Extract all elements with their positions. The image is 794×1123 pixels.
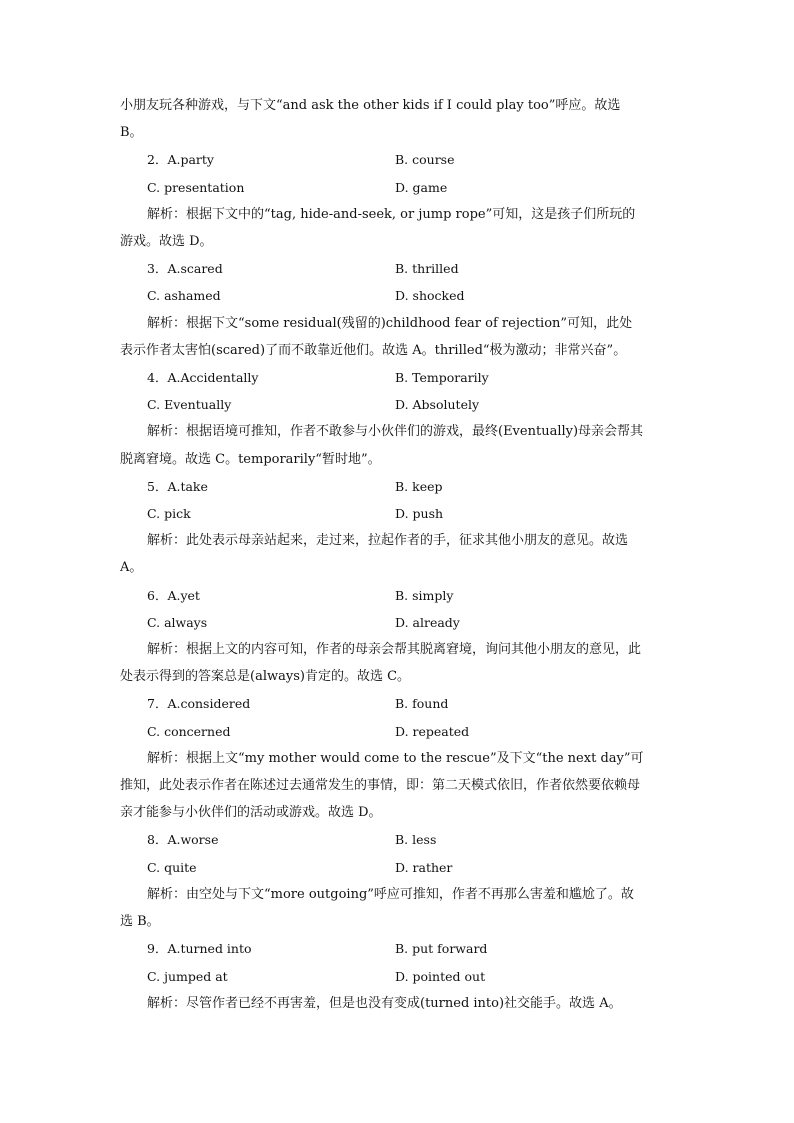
analysis-line: 解析：根据下文中的“tag, hide-and-seek, or jump rope”可知，这是孩子们所玩的 — [147, 206, 636, 222]
analysis-line: 游戏。故选 D。 — [120, 234, 213, 250]
option-d: D. push — [395, 506, 444, 522]
question-number: 9． — [147, 941, 168, 957]
option-c: C. jumped at — [147, 968, 228, 984]
question-options-row — [120, 609, 676, 636]
question-options-row — [120, 935, 676, 962]
analysis-line: 解析：尽管作者已经不再害羞，但是也没有变成(turned into)社交能手。故选 A。 — [147, 995, 622, 1011]
analysis-line: 解析：由空处与下文“more outgoing”呼应可推知，作者不再那么害羞和尴尬了。故 — [147, 886, 634, 902]
option-c: C. ashamed — [147, 288, 221, 304]
option-b: B. Temporarily — [395, 370, 489, 386]
option-b: B. simply — [395, 587, 454, 603]
option-d: D. repeated — [395, 723, 470, 739]
question-number: 5． — [147, 478, 168, 494]
question-options-row — [120, 963, 676, 990]
option-d: D. rather — [395, 859, 453, 875]
intro-line: 小朋友玩各种游戏，与下文“and ask the other kids if I could play too”呼应。故选 — [120, 98, 621, 113]
question-options-row — [120, 282, 676, 309]
option-b: B. course — [395, 152, 455, 168]
option-c: C. quite — [147, 859, 197, 875]
analysis-line: 亲才能参与小伙伴们的活动或游戏。故选 D。 — [120, 805, 382, 821]
option-c: C. concerned — [147, 723, 231, 739]
analysis-line: 表示作者太害怕(scared)了而不敢靠近他们。故选 A。thrilled“极为激动；非常兴奋”。 — [120, 342, 627, 358]
option-b: B. thrilled — [395, 261, 459, 277]
analysis-line: 选 B。 — [120, 914, 160, 930]
option-c: C. pick — [147, 506, 191, 522]
analysis-line: 处表示得到的答案总是(always)肯定的。故选 C。 — [120, 669, 411, 685]
question-options-row — [120, 826, 676, 853]
question-number: 2． — [147, 152, 168, 168]
option-d: D. shocked — [395, 288, 465, 304]
question-options-row — [120, 500, 676, 527]
option-a: A.scared — [167, 261, 223, 277]
option-b: B. put forward — [395, 941, 488, 957]
question-options-row — [120, 255, 676, 282]
analysis-line: 解析：根据语境可推知，作者不敢参与小伙伴们的游戏，最终(Eventually)母亲会帮其 — [147, 424, 644, 440]
question-number: 6． — [147, 587, 168, 603]
question-options-row — [120, 364, 676, 391]
option-d: D. game — [395, 179, 448, 195]
document-page — [120, 92, 676, 1017]
option-a: A.considered — [167, 696, 251, 712]
option-d: D. already — [395, 614, 460, 630]
option-a: A.Accidentally — [167, 370, 259, 386]
question-options-row — [120, 854, 676, 881]
question-options-row — [120, 690, 676, 717]
option-c: C. Eventually — [147, 397, 232, 413]
option-b: B. less — [395, 832, 437, 848]
analysis-line: 脱离窘境。故选 C。temporarily“暂时地”。 — [120, 451, 381, 467]
option-d: D. Absolutely — [395, 397, 480, 413]
analysis-line: 解析：根据上文的内容可知，作者的母亲会帮其脱离窘境，询问其他小朋友的意见，此 — [147, 642, 642, 658]
option-d: D. pointed out — [395, 968, 486, 984]
option-a: A.party — [167, 152, 214, 168]
question-number: 3． — [147, 261, 168, 277]
question-options-row — [120, 146, 676, 173]
option-a: A.worse — [167, 832, 219, 848]
question-options-row — [120, 473, 676, 500]
question-number: 8． — [147, 832, 168, 848]
question-options-row — [120, 718, 676, 745]
analysis-line: 解析：此处表示母亲站起来，走过来，拉起作者的手，征求其他小朋友的意见。故选 — [147, 533, 629, 549]
question-options-row — [120, 174, 676, 201]
question-options-row — [120, 391, 676, 418]
option-c: C. presentation — [147, 179, 245, 195]
option-a: A.turned into — [167, 941, 252, 957]
option-a: A.take — [167, 478, 208, 494]
option-b: B. keep — [395, 478, 443, 494]
intro-line: B。 — [120, 125, 143, 141]
analysis-line: A。 — [120, 560, 143, 576]
analysis-line: 解析：根据下文“some residual(残留的)childhood fear of rejection”可知，此处 — [147, 315, 633, 331]
question-number: 4． — [147, 370, 168, 386]
analysis-line: 解析：根据上文“my mother would come to the rescue”及下文“the next day”可 — [147, 750, 644, 766]
option-b: B. found — [395, 696, 449, 712]
question-number: 7． — [147, 696, 168, 712]
option-c: C. always — [147, 614, 208, 630]
question-options-row — [120, 582, 676, 609]
option-a: A.yet — [167, 587, 200, 603]
analysis-line: 推知，此处表示作者在陈述过去通常发生的事情，即：第二天模式依旧，作者依然要依赖母 — [120, 778, 641, 794]
